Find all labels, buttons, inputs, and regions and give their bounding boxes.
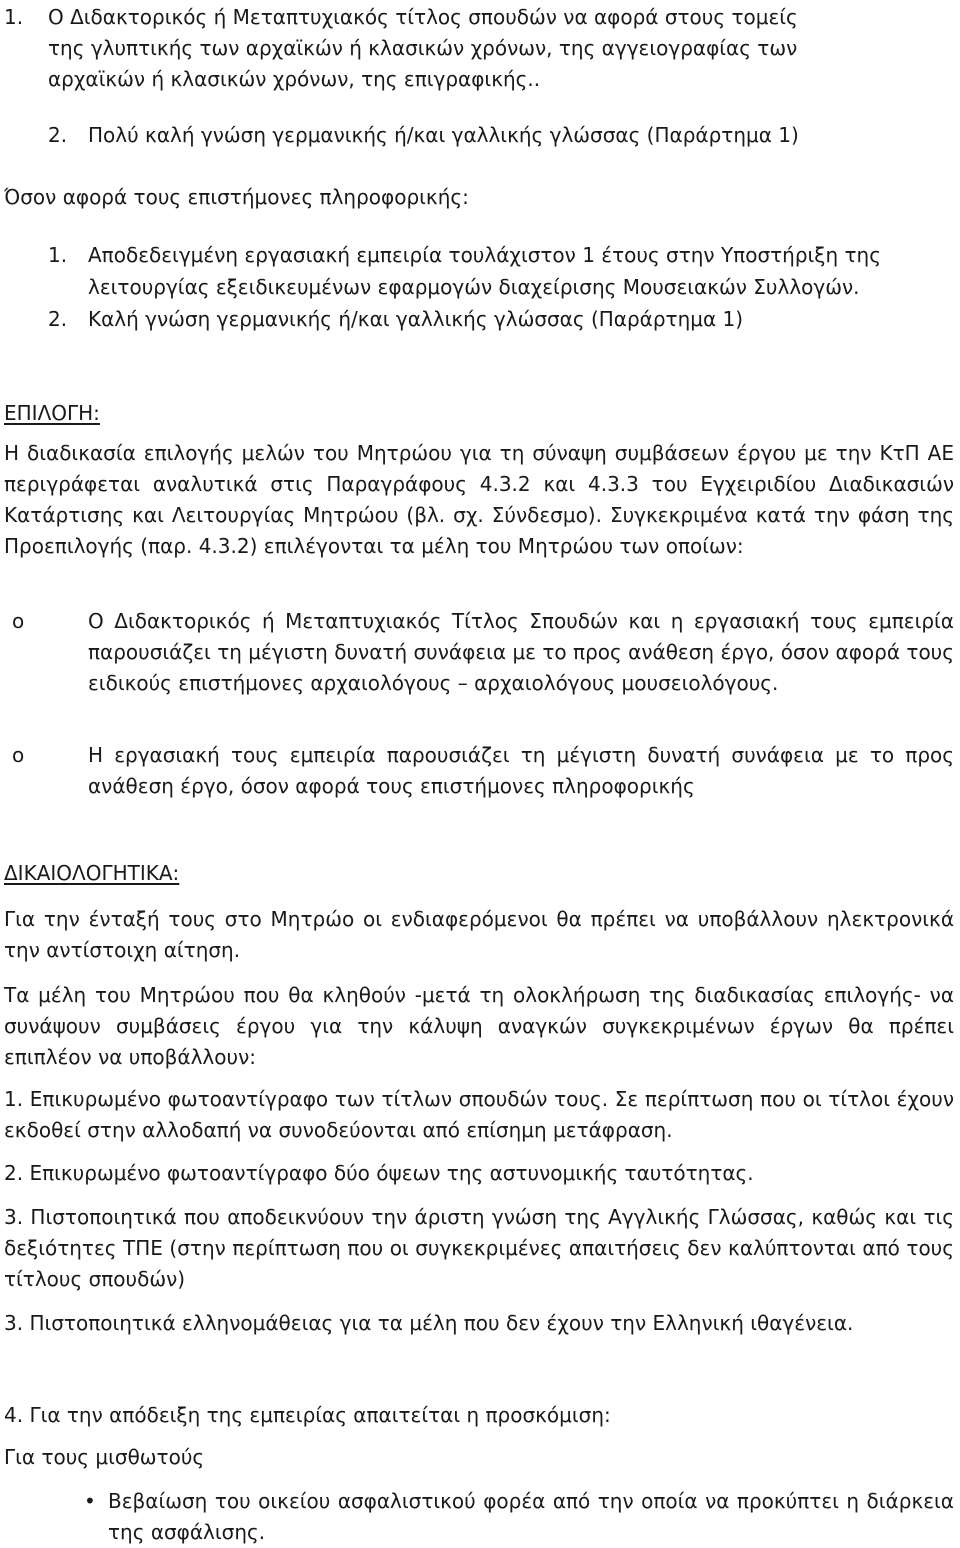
bullet-marker: o	[12, 609, 25, 633]
bullet-marker: •	[84, 1489, 96, 1513]
document-item: 3. Πιστοποιητικά ελληνομάθειας για τα μέλη που δεν έχουν την Ελληνική ιθαγένεια.	[4, 1311, 854, 1335]
employees-label: Για τους μισθωτούς	[4, 1445, 205, 1469]
list-number: 2.	[48, 307, 68, 331]
list-number: 1.	[4, 5, 24, 29]
documents-paragraph: Τα μέλη του Μητρώου που θα κληθούν -μετά τη ολοκλήρωση της διαδικασίας επιλογής- να συνάψουν συμβάσεις έργου για την κάλυψη αναγκών συγκεκριμένων έργων θα πρέπει επιπλέον να υποβάλλουν:	[4, 983, 954, 1069]
document-item: 4. Για την απόδειξη της εμπειρίας απαιτείται η προσκόμιση:	[4, 1403, 611, 1427]
selection-bullet: Ο Διδακτορικός ή Μεταπτυχιακός Τίτλος Σπουδών και η εργασιακή τους εμπειρία παρουσιάζει τη μέγιστη δυνατή συνάφεια με το προς ανάθεση έργο, όσον αφορά τους ειδικούς επιστήμονες αρχαιολόγους – αρχαιολόγους μουσειολόγους.	[88, 609, 954, 695]
list-item-line: Αποδεδειγμένη εργασιακή εμπειρία τουλάχιστον 1 έτους στην Υποστήριξη της	[88, 243, 881, 267]
list-number: 1.	[48, 243, 68, 267]
documents-heading: ΔΙΚΑΙΟΛΟΓΗΤΙΚΑ:	[4, 861, 180, 885]
list-item-line: αρχαϊκών ή κλασικών χρόνων, της επιγραφικής..	[48, 67, 541, 91]
it-intro: Όσον αφορά τους επιστήμονες πληροφορικής:	[4, 185, 469, 209]
selection-heading: ΕΠΙΛΟΓΗ:	[4, 401, 100, 425]
list-item-line: Καλή γνώση γερμανικής ή/και γαλλικής γλώσσας (Παράρτημα 1)	[88, 307, 744, 331]
list-item-line: λειτουργίας εξειδικευμένων εφαρμογών διαχείρισης Μουσειακών Συλλογών.	[88, 275, 860, 299]
selection-paragraph: Η διαδικασία επιλογής μελών του Μητρώου για τη σύναψη συμβάσεων έργου με την ΚτΠ ΑΕ περιγράφεται αναλυτικά στις Παραγράφους 4.3.2 και 4.3.3 του Εγχειριδίου Διαδικασιών Κατάρτισης και Λειτουργίας Μητρώου (βλ. σχ. Σύνδεσμο). Συγκεκριμένα κατά την φάση της Προεπιλογής (παρ. 4.3.2) επιλέγονται τα μέλη του Μητρώου των οποίων:	[4, 441, 954, 558]
document-item: 1. Επικυρωμένο φωτοαντίγραφο των τίτλων σπουδών τους. Σε περίπτωση που οι τίτλοι έχουν εκδοθεί στην αλλοδαπή να συνοδεύονται από επίσημη μετάφραση.	[4, 1087, 954, 1142]
list-item-line: Ο Διδακτορικός ή Μεταπτυχιακός τίτλος σπουδών να αφορά στους τομείς	[48, 5, 798, 29]
selection-bullet: Η εργασιακή τους εμπειρία παρουσιάζει τη μέγιστη δυνατή συνάφεια με το προς ανάθεση έργο, όσον αφορά τους επιστήμονες πληροφορικής	[88, 743, 954, 798]
list-item-line: Πολύ καλή γνώση γερμανικής ή/και γαλλικής γλώσσας (Παράρτημα 1)	[88, 123, 799, 147]
list-item-line: της γλυπτικής των αρχαϊκών ή κλασικών χρόνων, της αγγειογραφίας των	[48, 36, 798, 60]
employees-bullet: Βεβαίωση του οικείου ασφαλιστικού φορέα από την οποία να προκύπτει η διάρκεια της ασφάλισης.	[108, 1489, 954, 1544]
document-item: 3. Πιστοποιητικά που αποδεικνύουν την άριστη γνώση της Αγγλικής Γλώσσας, καθώς και τις δεξιότητες ΤΠΕ (στην περίπτωση που οι συγκεκριμένες απαιτήσεις δεν καλύπτονται από τους τίτλους σπουδών)	[4, 1205, 954, 1291]
list-number: 2.	[48, 123, 68, 147]
document-item: 2. Επικυρωμένο φωτοαντίγραφο δύο όψεων της αστυνομικής ταυτότητας.	[4, 1161, 754, 1185]
documents-paragraph: Για την ένταξή τους στο Μητρώο οι ενδιαφερόμενοι θα πρέπει να υποβάλλουν ηλεκτρονικά την αντίστοιχη αίτηση.	[4, 907, 954, 962]
bullet-marker: o	[12, 743, 25, 767]
